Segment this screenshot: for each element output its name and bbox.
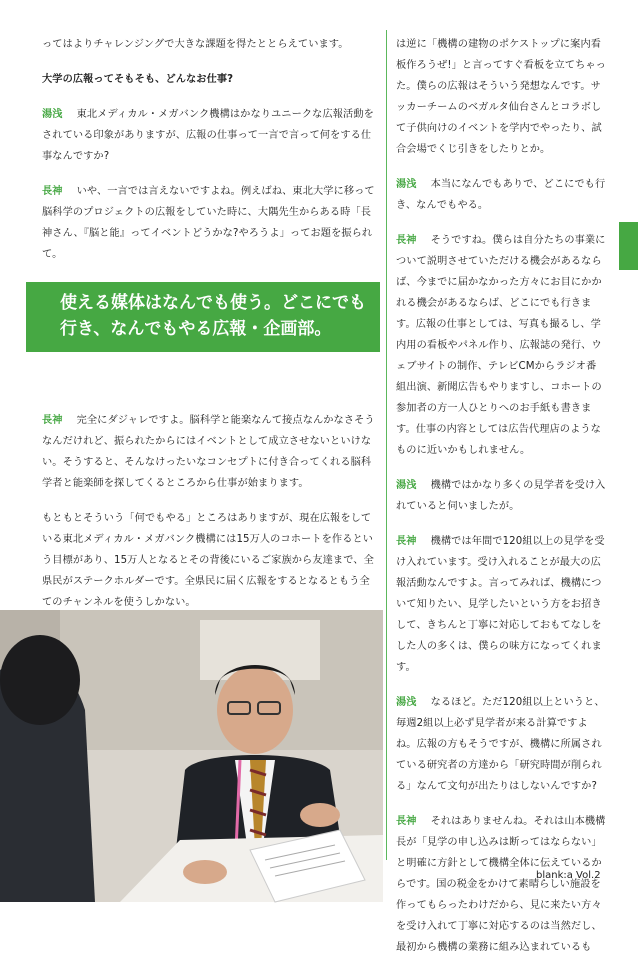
- right-column: [396, 34, 606, 972]
- speaker-name: 湯浅: [396, 697, 417, 708]
- speaker-name: 長神: [396, 536, 417, 547]
- section-subheading: 大学の広報ってそもそも、どんなお仕事?: [42, 74, 234, 85]
- paragraph-text: 機構では年間で120組以上の見学を受け入れています。受け入れることが最大の広報活動なんですよ。言ってみれば、機構について知りたい、見学したいという方をお招きして、きちんと丁寧に対応しておもてなしをした人の多くは、僕らの味方になってくれます。: [396, 536, 605, 673]
- paragraph-2: [42, 181, 378, 265]
- paragraph-r2: [396, 174, 606, 216]
- interview-photo: [0, 610, 383, 902]
- speaker-name: 湯浅: [396, 480, 417, 491]
- paragraph-text: は逆に「機構の建物のポケストップに案内看板作ろうぜ!」と言ってすぐ看板を立てちゃった。僕らの広報はそういう発想なんです。サッカーチームのベガルタ仙台さんとコラボして子供向けのイベントを学内でやったり、試合会場でくじ引きをしたりとか。: [396, 39, 606, 155]
- paragraph-r1: [396, 34, 606, 160]
- paragraph-text: 機構ではかなり多くの見学者を受け入れていると伺いましたが。: [396, 480, 606, 512]
- paragraph-r3: [396, 230, 606, 461]
- banner-line-1: 使える媒体はなんでも使う。どこにでも: [60, 293, 366, 313]
- paragraph-text: なるほど。ただ120組以上というと、毎週2組以上必ず見学者が来る計算ですよね。広報の方もそうですが、機構に所属されている研究者の方達から「研究時間が削られる」なんて文句が出たりはしないんですか?: [396, 697, 605, 792]
- paragraph-text: それはありませんね。それは山本機構長が「見学の申し込みは断ってはならない」と明確に方針として機構全体に伝えているからです。国の税金をかけて素晴らしい施設を作ってもらったわけだから、見に来たい方々を受け入れて丁寧に対応するのは当然だし、最初から機構の業務に組み込まれているも: [396, 816, 606, 953]
- pull-quote-banner: [26, 282, 380, 352]
- paragraph-text: 本当になんでもありで、どこにでも行き、なんでもやる。: [396, 179, 606, 211]
- paragraph-r6: [396, 692, 606, 797]
- paragraph-5: [42, 508, 378, 613]
- section-tab-marker: [619, 222, 638, 270]
- paragraph-text: 完全にダジャレですよ。脳科学と能楽なんて接点なんかなさそうなんだけれど、振られたからにはイベントとして成立させないといけない。そうすると、そんなけったいなコンセプトに付き合ってくれる脳科学者と能楽師を探してくるところから仕事が始まります。: [42, 415, 375, 489]
- paragraph-1: [42, 104, 378, 167]
- speaker-name: 湯浅: [42, 109, 63, 120]
- paragraph-r7: [396, 811, 606, 958]
- speaker-name: 長神: [42, 186, 63, 197]
- speaker-name: 長神: [396, 235, 417, 246]
- banner-line-2: 行き、なんでもやる広報・企画部。: [60, 319, 332, 339]
- paragraph-text: もともとそういう「何でもやる」ところはありますが、現在広報をしている東北メディカル・メガバンク機構には15万人のコホートを作るという目標があり、15万人となるとその背後にいるご家族から友達まで、全県民がステークホルダーです。全県民に届く広報をするとなるともう全てのチャンネルを使うしかない。: [42, 513, 374, 608]
- column-divider: [386, 30, 387, 860]
- intro-text: ってはよりチャレンジングで大きな課題を得たととらえています。: [42, 39, 349, 50]
- speaker-name: 長神: [42, 415, 63, 426]
- issue-footer: blank:a Vol.2: [536, 870, 601, 881]
- photo-illustration: [0, 610, 383, 902]
- paragraph-4: [42, 410, 378, 494]
- speaker-name: 湯浅: [396, 179, 417, 190]
- speaker-name: 長神: [396, 816, 417, 827]
- paragraph-text: そうですね。僕らは自分たちの事業について説明させていただける機会があるならば、今までに届かなかった方々にお目にかかれる機会があるならば、どこにでも行きます。広報の仕事としては、写真も撮るし、学内用の看板やパネル作り、広報誌の発行、ウェブサイトの制作、テレビCMからラジオ番組出演、新聞広告もやりますし、コホートの参加者の方一人ひとりへのお手紙も書きます。仕事の内容としては広告代理店のようなものに近いかもしれません。: [396, 235, 606, 456]
- paragraph-r5: [396, 531, 606, 678]
- paragraph-text: 東北メディカル・メガバンク機構はかなりユニークな広報活動をされている印象がありますが、広報の仕事って一言で言って何をする仕事なんですか?: [42, 109, 374, 162]
- paragraph-text: いや、一言では言えないですよね。例えばね、東北大学に移って脳科学のプロジェクトの広報をしていた時に、大隅先生からある時「長神さん、『脳と能』ってイベントどうかな?やろうよ」ってお題を振られて。: [42, 186, 375, 260]
- paragraph-r4: [396, 475, 606, 517]
